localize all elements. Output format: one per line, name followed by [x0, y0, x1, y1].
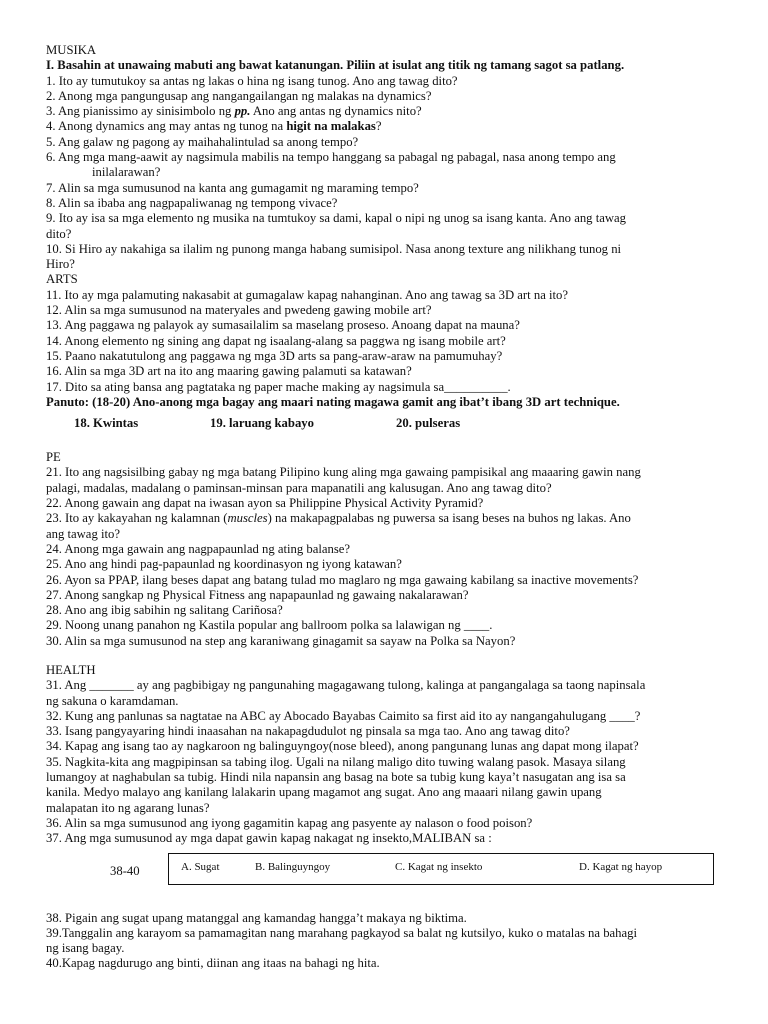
question-30: 30. Alin sa mga sumusunod na step ang karaniwang ginagamit sa sayaw na Polka sa Nayon? [46, 633, 516, 648]
question-25: 25. Ano ang hindi pag-papaunlad ng koordinasyon ng iyong katawan? [46, 557, 402, 572]
question-4-text-a: 4. Anong dynamics ang may antas ng tunog na [46, 119, 287, 134]
item-19: 19. laruang kabayo [210, 416, 314, 431]
item-20: 20. pulseras [396, 416, 461, 431]
question-23-text-b: ) na makapagpalabas ng puwersa sa isang beses na buhos ng lakas. Ano [267, 511, 631, 526]
question-10-continued: Hiro? [46, 257, 75, 272]
answer-choices-box [168, 853, 714, 885]
question-7: 7. Alin sa mga sumusunod na kanta ang gumagamit ng maraming tempo? [46, 180, 419, 195]
question-1: 1. Ito ay tumutukoy sa antas ng lakas o hina ng isang tunog. Ano ang tawag dito? [46, 73, 458, 88]
statement-40: 40.Kapag nagdurugo ang binti, diinan ang itaas na bahagi ng hita. [46, 956, 380, 971]
question-37: 37. Ang mga sumusunod ay mga dapat gawin kapag nakagat ng insekto,MALIBAN sa : [46, 831, 492, 846]
statement-39: 39.Tanggalin ang karayom sa pamamagitan nang marahang pagkayod sa balat ng kutsilyo, kuko o matalas na bahagi [46, 925, 638, 940]
question-28: 28. Ano ang ibig sabihin ng salitang Cariñosa? [46, 603, 283, 618]
question-21: 21. Ito ang nagsisilbing gabay ng mga batang Pilipino kung aling mga gawaing pampisikal ang maaaring gawin nang [46, 465, 641, 480]
choice-c: C. Kagat ng insekto [395, 860, 483, 873]
question-23 [46, 511, 722, 526]
health-heading: HEALTH [46, 662, 96, 677]
answer-range-label: 38-40 [110, 863, 140, 878]
question-3-symbol: pp. [234, 104, 251, 119]
choice-a: A. Sugat [181, 860, 220, 873]
question-34: 34. Kapag ang isang tao ay nagkaroon ng balinguyngoy(nose bleed), anong pangunang lunas ang dapat mong ilapat? [46, 739, 639, 754]
question-4 [46, 119, 722, 134]
question-35-line-4: malapatan ito ng agarang lunas? [46, 800, 210, 815]
question-9: 9. Ito ay isa sa mga elemento ng musika na tumtukoy sa dami, kapal o nipi ng unog sa isang kanta. Ano ang tawag [46, 211, 626, 226]
question-27: 27. Anong sangkap ng Physical Fitness ang napapaunlad ng gawaing nakalarawan? [46, 587, 469, 602]
item-18: 18. Kwintas [74, 416, 139, 431]
question-12: 12. Alin sa mga sumusunod na materyales and pwedeng gawing mobile art? [46, 303, 432, 318]
answer-choices-block [46, 853, 722, 903]
question-17: 17. Dito sa ating bansa ang pagtataka ng paper mache making ay nagsimula sa__________. [46, 379, 511, 394]
question-32: 32. Kung ang panlunas sa nagtatae na ABC ay Abocado Bayabas Caimito sa first aid ito ay nangangahulugang ____? [46, 708, 641, 723]
arts-items-row [46, 416, 722, 436]
question-31-continued: ng sakuna o karamdaman. [46, 693, 179, 708]
statement-39-continued: ng isang bagay. [46, 941, 125, 956]
question-4-emphasis: higit na malakas [286, 119, 376, 134]
question-13: 13. Ang paggawa ng palayok ay sumasailalim sa maselang proseso. Anoang dapat na mauna? [46, 318, 520, 333]
question-31: 31. Ang _______ ay ang pagbibigay ng pangunahing magagawang tulong, kalinga at pangangalaga sa taong napinsala [46, 678, 646, 693]
question-21-continued: palagi, madalas, madalang o paminsan-minsan para mapanatili ang kalusugan. Ano ang tawag dito? [46, 480, 552, 495]
question-9-continued: dito? [46, 226, 72, 241]
choice-b: B. Balinguyngoy [255, 860, 331, 873]
question-35-line-3: kanila. Medyo malayo ang kanilang lalakarin upang magamot ang sugat. Ano ang maaari nilang gawin upang [46, 785, 602, 800]
question-6-continued: inilalarawan? [92, 165, 161, 180]
question-8: 8. Alin sa ibaba ang nagpapaliwanag ng tempong vivace? [46, 195, 338, 210]
question-23-emphasis: muscles [227, 511, 268, 526]
choice-d: D. Kagat ng hayop [579, 860, 663, 873]
musika-instruction: I. Basahin at unawaing mabuti ang bawat katanungan. Piliin at isulat ang titik ng tamang sagot sa patlang. [46, 58, 625, 73]
question-33: 33. Isang pangyayaring hindi inaasahan na nakapagdudulot ng pinsala sa mga tao. Ano ang tawag dito? [46, 724, 570, 739]
question-3-text-a: 3. Ang pianissimo ay sinisimbolo ng [46, 104, 235, 119]
statement-38: 38. Pigain ang sugat upang matanggal ang kamandag hangga’t makaya ng biktima. [46, 910, 467, 925]
musika-heading: MUSIKA [46, 43, 97, 57]
question-11: 11. Ito ay mga palamuting nakasabit at gumagalaw kapag nahanginan. Ano ang tawag sa 3D art na ito? [46, 287, 569, 302]
question-35: 35. Nagkita-kita ang magpipinsan sa tabing ilog. Ugali na nilang maligo dito tuwing walang pasok. Masaya silang [46, 754, 626, 769]
pe-heading: PE [46, 450, 61, 465]
question-29: 29. Noong unang panahon ng Kastila popular ang ballroom polka sa lalawigan ng ____. [46, 618, 493, 633]
question-22: 22. Anong gawain ang dapat na iwasan ayon sa Philippine Physical Activity Pyramid? [46, 496, 484, 511]
question-3-text-b: Ano ang antas ng dynamics nito? [250, 104, 422, 119]
question-10: 10. Si Hiro ay nakahiga sa ilalim ng punong manga habang sumisipol. Nasa anong texture ang nilikhang tunog ni [46, 241, 622, 256]
question-36: 36. Alin sa mga sumusunod ang iyong gagamitin kapag ang pasyente ay nalason o food poison? [46, 815, 533, 830]
question-35-line-2: lumangoy at naghabulan sa tubig. Hindi nila napansin ang basag na bote sa tubig kung kaya’t nasugatan ang isa sa [46, 770, 626, 785]
question-4-text-b: ? [375, 119, 382, 134]
worksheet-page [46, 43, 722, 972]
question-16: 16. Alin sa mga 3D art na ito ang maaring gawing palamuti sa katawan? [46, 364, 412, 379]
question-5: 5. Ang galaw ng pagong ay maihahalintulad sa anong tempo? [46, 134, 359, 149]
arts-heading: ARTS [46, 272, 78, 287]
question-23-text-a: 23. Ito ay kakayahan ng kalamnan ( [46, 511, 228, 526]
question-24: 24. Anong mga gawain ang nagpapaunlad ng ating balanse? [46, 541, 351, 556]
question-23-continued: ang tawag ito? [46, 526, 120, 541]
question-15: 15. Paano nakatutulong ang paggawa ng mga 3D arts sa pang-araw-araw na pamumuhay? [46, 348, 503, 363]
question-3 [46, 104, 722, 119]
question-26: 26. Ayon sa PPAP, ilang beses dapat ang batang tulad mo maglaro ng mga gawaing kabilang sa inactive movements? [46, 572, 639, 587]
question-2: 2. Anong mga pangungusap ang nangangailangan ng malakas na dynamics? [46, 88, 432, 103]
question-14: 14. Anong elemento ng sining ang dapat ng isaalang-alang sa paggwa ng isang mobile art? [46, 333, 506, 348]
question-6: 6. Ang mga mang-aawit ay nagsimula mabilis na tempo hanggang sa pabagal ng pabagal, nasa anong tempo ang [46, 150, 616, 165]
arts-panuto: Panuto: (18-20) Ano-anong mga bagay ang maari nating magawa gamit ang ibat’t ibang 3D art technique. [46, 394, 620, 409]
